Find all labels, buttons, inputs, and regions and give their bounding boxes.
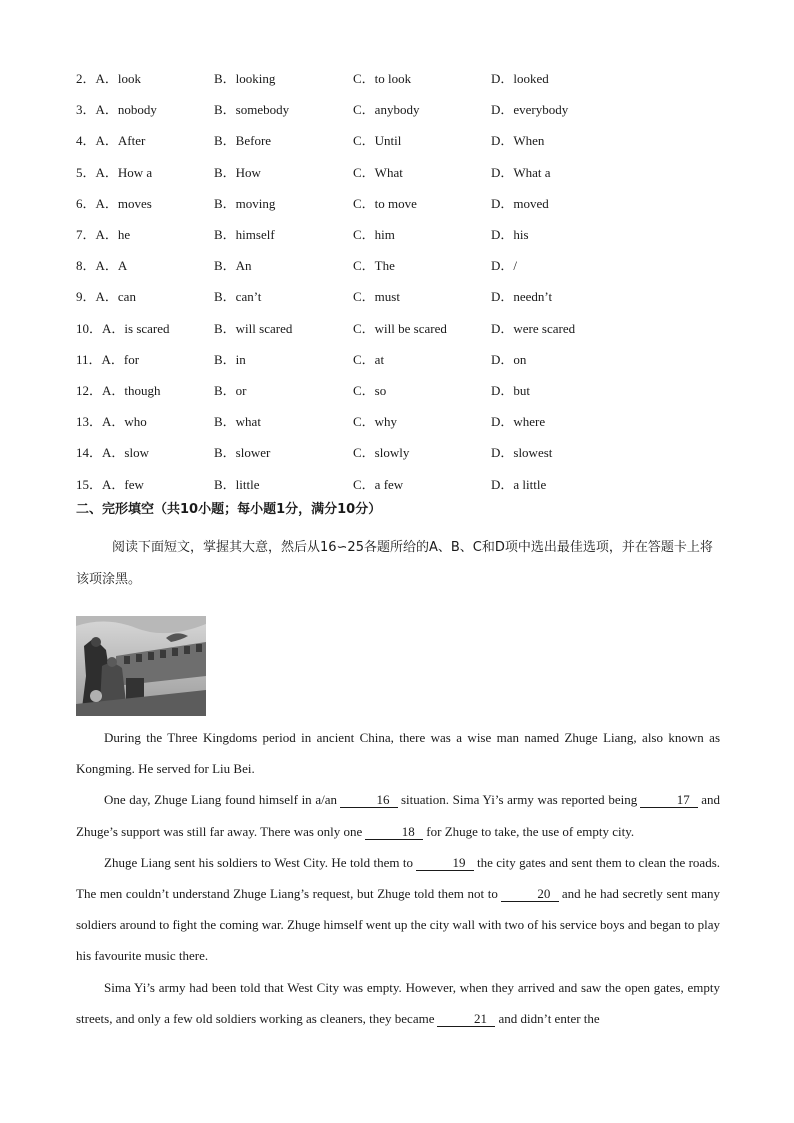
question-number: 8． <box>76 258 96 274</box>
question-row <box>76 156 756 187</box>
option-c: C．Until <box>353 133 402 149</box>
option-b: B．will scared <box>214 320 293 336</box>
option-a-text: A．who <box>102 414 147 430</box>
option-a-text: A．is scared <box>102 320 170 336</box>
question-row <box>76 374 756 405</box>
option-a <box>76 286 214 305</box>
passage-paragraph-2: One day, Zhuge Liang found himself in a/an 16 situation. Sima Yi’s army was reported being 17 and Zhuge’s support was still far away. There was only one 18 for Zhuge to take, the use of empty city. <box>76 792 720 839</box>
option-d: D．needn’t <box>491 289 553 305</box>
option-b: B．slower <box>214 445 271 461</box>
option-d: D．moved <box>491 195 549 211</box>
option-a <box>76 318 214 337</box>
option-d: D．What a <box>491 164 551 180</box>
section-title: 二、完形填空（共10小题；每小题1分，满分10分） <box>76 502 382 517</box>
option-d: D．a little <box>491 476 547 492</box>
option-a <box>76 349 214 368</box>
option-c: C．so <box>353 382 387 398</box>
option-b: B．little <box>214 476 260 492</box>
question-row <box>76 62 756 93</box>
option-a <box>76 255 214 274</box>
question-row <box>76 312 756 343</box>
question-number: 7． <box>76 227 96 243</box>
option-a-text: A．he <box>95 227 131 243</box>
option-d: D．looked <box>491 71 549 87</box>
question-row <box>76 249 756 280</box>
question-row <box>76 467 756 498</box>
option-b: B．what <box>214 414 261 430</box>
option-d: D．slowest <box>491 445 553 461</box>
section-instruction: 阅读下面短文，掌握其大意，然后从16∽25各题所给的A、B、C和D项中选出最佳选项，并在答题卡上将该项涂黑。 <box>76 540 713 587</box>
options-list <box>76 62 756 499</box>
option-b: B．can’t <box>214 289 262 305</box>
question-number: 3． <box>76 102 96 118</box>
option-c: C．must <box>353 289 400 305</box>
blank-16: 16 <box>340 793 398 808</box>
option-a-text: A．few <box>102 476 144 492</box>
question-number: 4． <box>76 133 96 149</box>
option-a <box>76 162 214 181</box>
option-a-text: A．look <box>95 71 142 87</box>
option-c: C．What <box>353 164 403 180</box>
option-c: C．will be scared <box>353 320 447 336</box>
question-number: 6． <box>76 195 96 211</box>
question-number: 14． <box>76 445 103 461</box>
option-a-text: A．for <box>101 351 140 367</box>
passage <box>76 722 720 1034</box>
option-c: C．slowly <box>353 445 410 461</box>
question-row <box>76 93 756 124</box>
option-a-text: A．slow <box>102 445 149 461</box>
blank-19: 19 <box>416 856 474 871</box>
option-a-text: A．nobody <box>95 102 157 118</box>
blank-20: 20 <box>501 887 559 902</box>
option-a <box>76 193 214 212</box>
option-c: C．him <box>353 227 395 243</box>
question-row <box>76 436 756 467</box>
option-d: D．where <box>491 414 546 430</box>
question-number: 2． <box>76 71 96 87</box>
question-row <box>76 218 756 249</box>
question-row <box>76 124 756 155</box>
option-b: B．looking <box>214 71 276 87</box>
question-number: 11． <box>76 351 102 367</box>
option-b: B．or <box>214 382 247 398</box>
option-a-text: A．though <box>102 382 161 398</box>
question-row <box>76 343 756 374</box>
option-a <box>76 474 214 493</box>
option-c: C．a few <box>353 476 404 492</box>
question-number: 9． <box>76 289 96 305</box>
option-d: D．his <box>491 227 529 243</box>
question-number: 15． <box>76 476 103 492</box>
passage-paragraph-4: Sima Yi’s army had been told that West City was empty. However, when they arrived and saw the open gates, empty streets, and only a few old soldiers working as cleaners, they became 21 and didn’t enter the <box>76 979 720 1026</box>
illustration-image <box>76 616 206 716</box>
option-a <box>76 442 214 461</box>
option-b: B．Before <box>214 133 272 149</box>
question-row <box>76 405 756 436</box>
option-a-text: A．After <box>95 133 146 149</box>
option-d: D．were scared <box>491 320 576 336</box>
blank-17: 17 <box>640 793 698 808</box>
option-b: B．How <box>214 164 261 180</box>
option-d: D．on <box>491 351 527 367</box>
option-b: B．somebody <box>214 102 290 118</box>
question-row <box>76 280 756 311</box>
option-a <box>76 68 214 87</box>
option-b: B．moving <box>214 195 276 211</box>
option-c: C．to move <box>353 195 417 211</box>
option-a-text: A．moves <box>95 195 152 211</box>
option-a <box>76 411 214 430</box>
option-d: D．When <box>491 133 545 149</box>
option-b: B．An <box>214 258 252 274</box>
option-b: B．in <box>214 351 246 367</box>
option-d: D．but <box>491 382 531 398</box>
question-number: 10． <box>76 320 103 336</box>
option-a <box>76 130 214 149</box>
option-c: C．why <box>353 414 398 430</box>
option-c: C．at <box>353 351 385 367</box>
option-c: C．to look <box>353 71 412 87</box>
option-a <box>76 224 214 243</box>
passage-paragraph-1: During the Three Kingdoms period in ancient China, there was a wise man named Zhuge Liang, also known as Kongming. He served for Liu Bei. <box>76 730 720 777</box>
blank-18: 18 <box>365 825 423 840</box>
question-number: 13． <box>76 414 103 430</box>
question-number: 5． <box>76 164 96 180</box>
blank-21: 21 <box>437 1012 495 1027</box>
option-a-text: A．How a <box>95 164 153 180</box>
question-row <box>76 187 756 218</box>
option-c: C．anybody <box>353 102 420 118</box>
question-number: 12． <box>76 382 103 398</box>
option-a <box>76 380 214 399</box>
option-a <box>76 99 214 118</box>
option-d: D．/ <box>491 258 518 274</box>
option-d: D．everybody <box>491 102 569 118</box>
option-a-text: A．A <box>95 258 128 274</box>
option-b: B．himself <box>214 227 275 243</box>
passage-paragraph-3: Zhuge Liang sent his soldiers to West City. He told them to 19 the city gates and sent them to clean the roads. The men couldn’t understand Zhuge Liang’s request, but Zhuge told them not to 20 and he had secretly sent many soldiers around to fight the coming war. Zhuge himself went up the city wall with two of his service boys and began to play his favourite music there. <box>76 854 720 964</box>
option-c: C．The <box>353 258 395 274</box>
option-a-text: A．can <box>95 289 136 305</box>
